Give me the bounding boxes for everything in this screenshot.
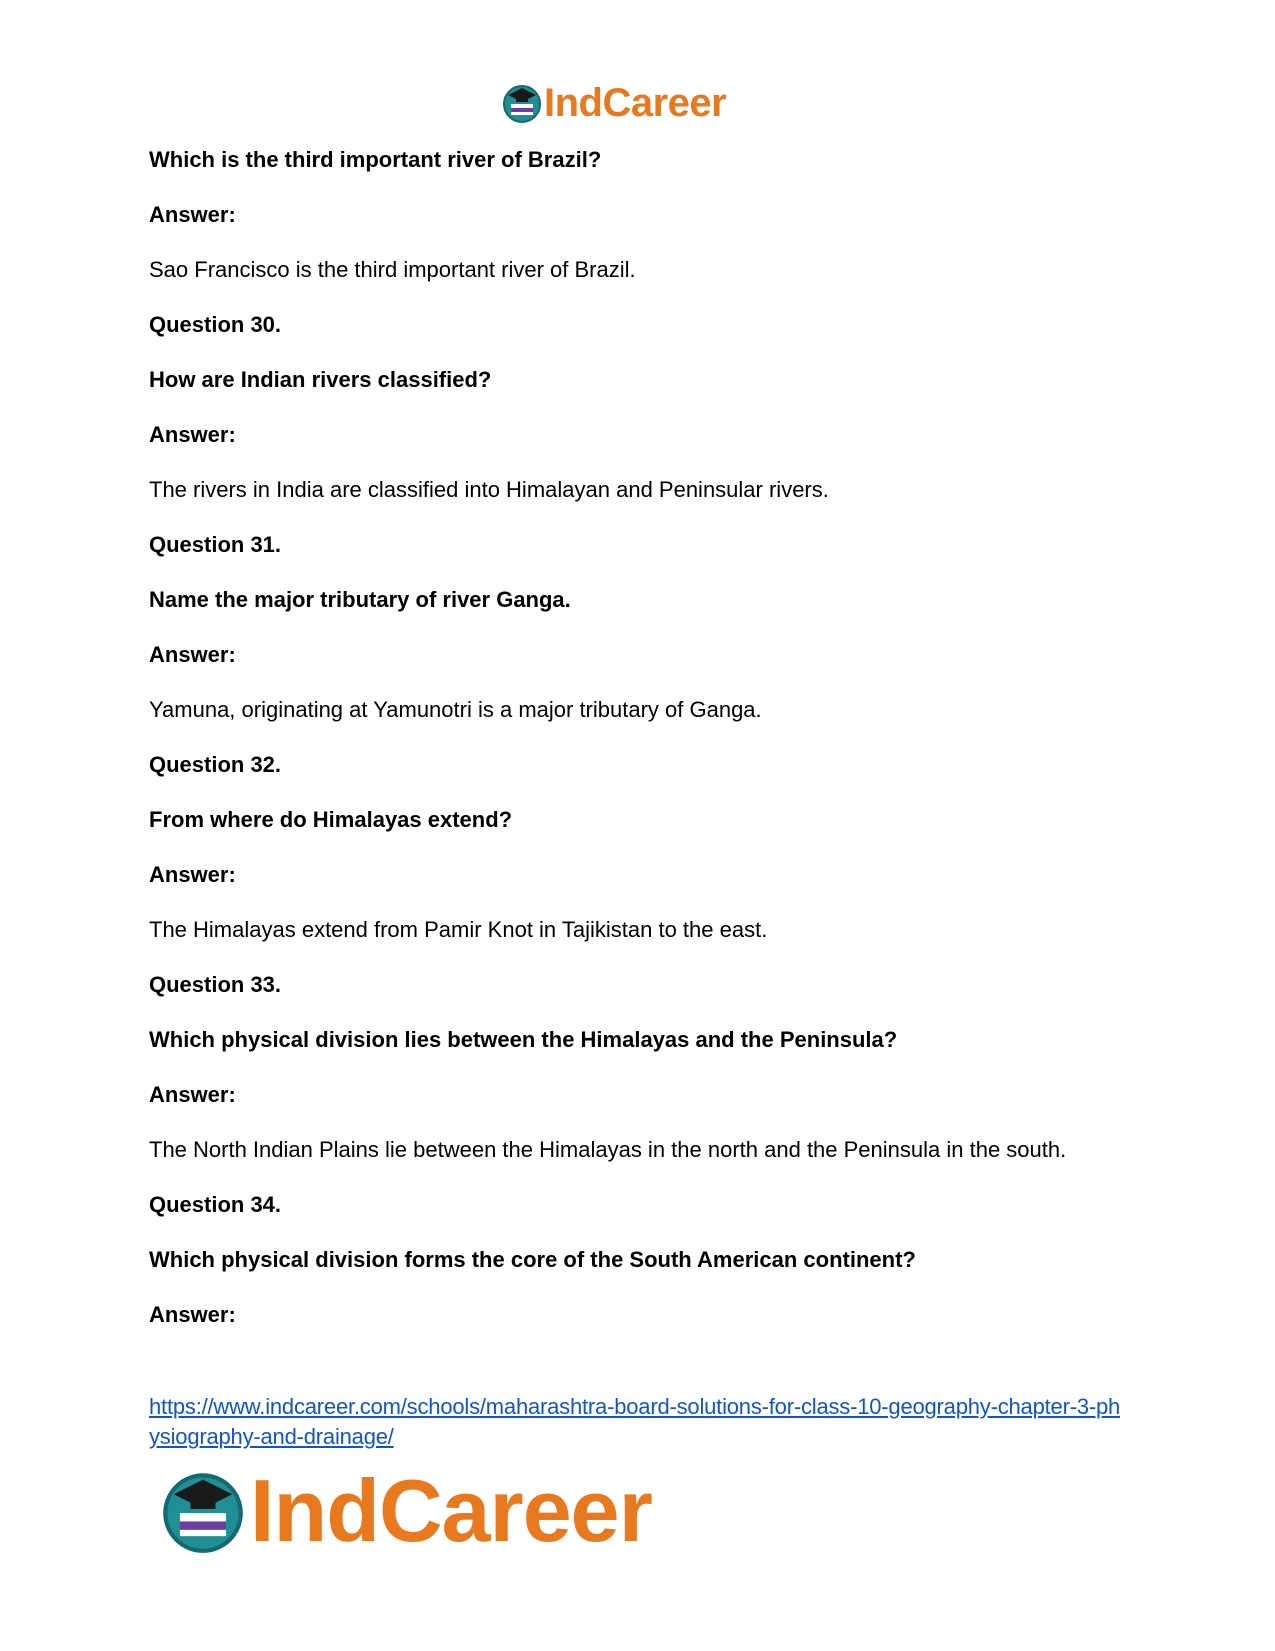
question-number: Question 32. — [149, 752, 282, 777]
answer-text: The Himalayas extend from Pamir Knot in Tajikistan to the east. — [149, 917, 768, 942]
source-link[interactable]: https://www.indcareer.com/schools/maharashtra-board-solutions-for-class-10-geography-chapter-3-physiography-and-drainage/ — [149, 1394, 1121, 1449]
indcareer-logo-bottom — [160, 1461, 652, 1560]
answer-label: Answer: — [149, 422, 236, 447]
answer-label: Answer: — [149, 1302, 236, 1327]
question-text: Name the major tributary of river Ganga. — [149, 587, 571, 612]
question-text: Which physical division forms the core of the South American continent? — [149, 1247, 916, 1272]
question-text: Which physical division lies between the Himalayas and the Peninsula? — [149, 1027, 898, 1052]
answer-label: Answer: — [149, 202, 236, 227]
question-text: From where do Himalayas extend? — [149, 807, 513, 832]
answer-label: Answer: — [149, 642, 236, 667]
answer-text: The North Indian Plains lie between the Himalayas in the north and the Peninsula in the south. — [149, 1137, 1067, 1162]
answer-label: Answer: — [149, 1082, 236, 1107]
question-number: Question 33. — [149, 972, 282, 997]
logo-wordmark: IndCareer — [544, 81, 727, 125]
answer-text: Yamuna, originating at Yamunotri is a major tributary of Ganga. — [149, 697, 762, 722]
question-number: Question 34. — [149, 1192, 282, 1217]
question-number: Question 31. — [149, 532, 282, 557]
question-number: Question 30. — [149, 312, 282, 337]
answer-label: Answer: — [149, 862, 236, 887]
graduation-book-icon — [160, 1467, 246, 1555]
qa-content — [149, 146, 1139, 1356]
answer-text: The rivers in India are classified into Himalayan and Peninsular rivers. — [149, 477, 829, 502]
logo-wordmark: IndCareer — [250, 1461, 652, 1560]
question-text: How are Indian rivers classified? — [149, 367, 492, 392]
graduation-book-icon — [502, 82, 542, 124]
question-text: Which is the third important river of Brazil? — [149, 147, 602, 172]
indcareer-logo-top — [502, 80, 726, 126]
answer-text: Sao Francisco is the third important river of Brazil. — [149, 257, 636, 282]
